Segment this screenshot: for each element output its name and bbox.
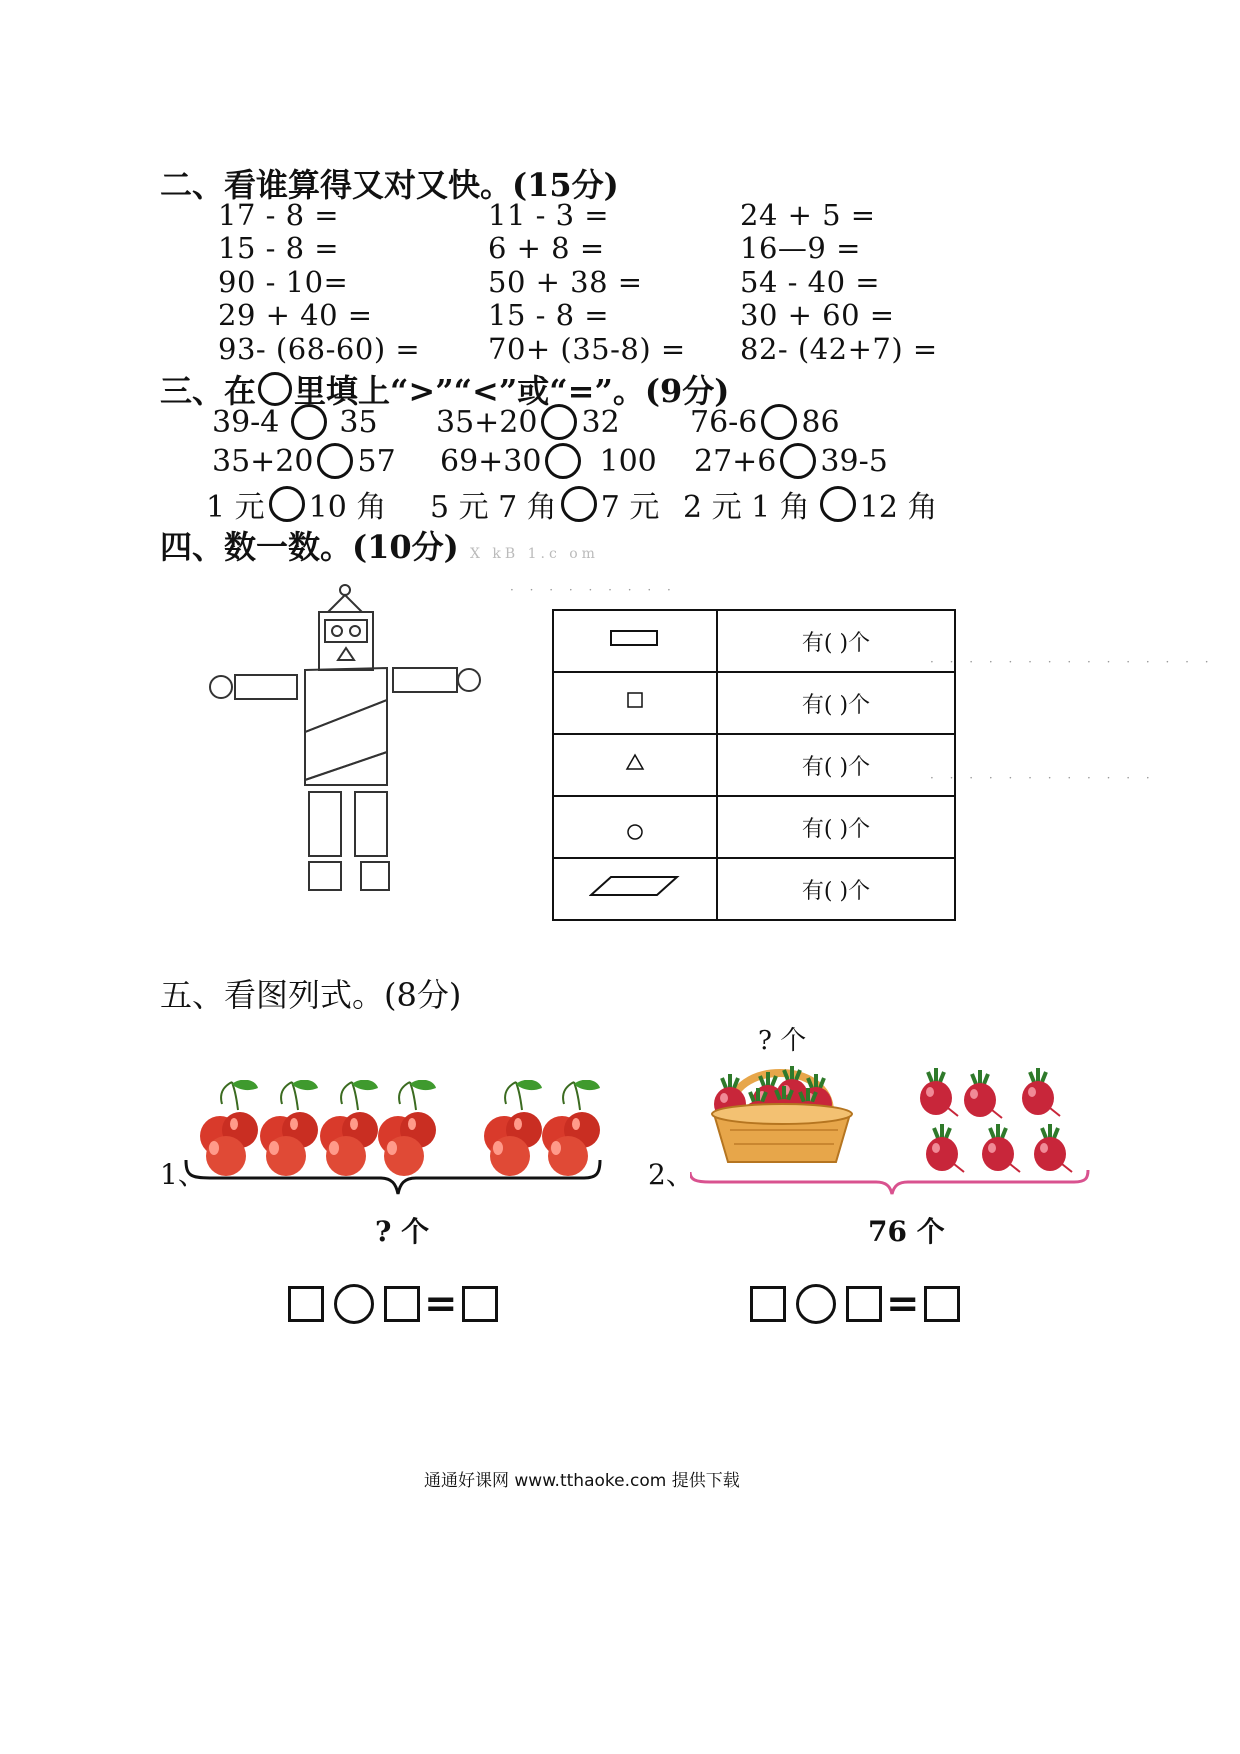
compare-left: 5 元 7 角 (430, 490, 557, 525)
compare-right: 57 (357, 443, 396, 479)
radish (982, 1124, 1020, 1172)
equals-sign: = (886, 1280, 920, 1327)
count-row (553, 796, 955, 858)
compare-right: 86 (801, 404, 840, 440)
section-2-title: 二、看谁算得又对又快。(15分) (160, 166, 619, 204)
compare-left: 39-4 (212, 404, 280, 440)
problem-1-number: 1、 (160, 1158, 206, 1191)
calc-3-3: 54 - 40 = (740, 265, 881, 299)
robot-arm-left (235, 675, 297, 699)
cherry-bunch (200, 1080, 258, 1176)
compare-item (436, 404, 620, 440)
robot-eye-right (350, 626, 360, 636)
watermark-text: X kB 1.c om (469, 546, 599, 562)
answer-box[interactable] (846, 1286, 882, 1322)
problem-1-answer-row (288, 1280, 498, 1327)
compare-right: 7 元 (600, 490, 660, 525)
compare-left: 1 元 (206, 490, 265, 525)
compare-right: 10 角 (308, 490, 387, 525)
cherries-illustration (180, 1080, 620, 1200)
calc-1-2: 11 - 3 = (488, 198, 610, 232)
count-row (553, 858, 955, 920)
radish (1034, 1124, 1072, 1172)
calc-2-1: 15 - 8 = (218, 231, 340, 265)
robot-foot-left (309, 862, 341, 890)
problem-2-number: 2、 (648, 1158, 694, 1191)
compare-circle-blank[interactable] (545, 443, 581, 479)
compare-circle-blank[interactable] (780, 443, 816, 479)
calc-1-3: 24 + 5 = (740, 198, 876, 232)
compare-item (683, 482, 938, 526)
radish (1022, 1068, 1060, 1116)
compare-item (212, 443, 396, 479)
compare-right: 35 (339, 404, 378, 440)
triangle-icon-cell (553, 734, 717, 796)
count-answer-label: 有( )个 (801, 878, 871, 904)
count-row (553, 672, 955, 734)
parallelogram-icon (589, 874, 681, 898)
compare-item (440, 443, 657, 479)
robot-body-middle (305, 700, 387, 780)
triangle-icon (624, 752, 646, 772)
brace-icon (690, 1170, 1088, 1194)
count-row (553, 734, 955, 796)
compare-right: 100 (599, 443, 657, 479)
compare-circle-blank[interactable] (820, 486, 856, 522)
count-table (552, 609, 956, 921)
count-answer[interactable] (717, 796, 955, 858)
square-icon (625, 690, 645, 710)
section-3-title-b: 里填上“>”“<”或“=”。(9分) (294, 372, 730, 410)
square-icon-cell (553, 672, 717, 734)
robot-leg-right (355, 792, 387, 856)
compare-item (690, 404, 840, 440)
compare-item (694, 443, 888, 479)
calc-5-2: 70+ (35-8) = (488, 332, 686, 366)
calc-4-2: 15 - 8 = (488, 298, 610, 332)
cherry-bunch (484, 1080, 542, 1176)
radish (964, 1070, 1002, 1118)
calc-2-3: 16—9 = (740, 231, 861, 265)
compare-left: 35+20 (436, 404, 538, 440)
cherry-bunch (378, 1080, 436, 1176)
circle-icon-cell (553, 796, 717, 858)
answer-box[interactable] (924, 1286, 960, 1322)
count-answer[interactable] (717, 610, 955, 672)
parallelogram-icon-cell (553, 858, 717, 920)
robot-hand-right (458, 669, 480, 691)
compare-circle-blank[interactable] (317, 443, 353, 479)
robot-body-bottom (305, 752, 387, 785)
robot-hand-left (210, 676, 232, 698)
problem-1-caption: ? 个 (375, 1215, 430, 1248)
count-answer-label: 有( )个 (801, 816, 871, 842)
robot-hat-circle (340, 585, 350, 595)
radish-illustration (690, 1050, 1100, 1200)
answer-box[interactable] (462, 1286, 498, 1322)
calc-2-2: 6 + 8 = (488, 231, 605, 265)
compare-circle-blank[interactable] (561, 486, 597, 522)
footer-text: 通通好课网 www.tthaoke.com 提供下载 (424, 1471, 740, 1491)
section-4-title (160, 522, 599, 568)
calc-4-3: 30 + 60 = (740, 298, 895, 332)
compare-left: 76-6 (690, 404, 758, 440)
calc-1-1: 17 - 8 = (218, 198, 340, 232)
compare-left: 35+20 (212, 443, 314, 479)
cherry-bunch (542, 1080, 600, 1176)
robot-arm-right (393, 668, 457, 692)
compare-circle-blank[interactable] (761, 404, 797, 440)
calc-4-1: 29 + 40 = (218, 298, 373, 332)
compare-circle-blank[interactable] (541, 404, 577, 440)
robot-leg-left (309, 792, 341, 856)
robot-figure (195, 580, 495, 900)
section-3-title-a: 三、在 (160, 372, 257, 410)
count-answer[interactable] (717, 858, 955, 920)
radish (920, 1068, 958, 1116)
compare-left: 69+30 (440, 443, 542, 479)
count-answer-label: 有( )个 (801, 692, 871, 718)
count-answer-label: 有( )个 (801, 630, 871, 656)
rectangle-icon (609, 628, 661, 648)
count-row (553, 610, 955, 672)
cherry-bunch (260, 1080, 318, 1176)
compare-circle-blank[interactable] (269, 486, 305, 522)
problem-2-top-label: ? 个 (758, 1026, 807, 1056)
compare-left: 27+6 (694, 443, 777, 479)
compare-item (430, 482, 659, 526)
compare-left: 2 元 1 角 (683, 490, 810, 525)
calc-3-2: 50 + 38 = (488, 265, 643, 299)
calc-5-3: 82- (42+7) = (740, 332, 938, 366)
robot-mouth-triangle (338, 648, 354, 660)
problem-2-caption: 76 个 (868, 1215, 945, 1248)
section-4-title-text: 四、数一数。(10分) (160, 528, 459, 566)
count-answer[interactable] (717, 672, 955, 734)
operator-circle[interactable] (796, 1284, 836, 1324)
robot-hat-triangle (328, 595, 362, 612)
compare-right: 12 角 (859, 490, 938, 525)
robot-eye-left (332, 626, 342, 636)
operator-circle[interactable] (334, 1284, 374, 1324)
compare-right: 32 (581, 404, 620, 440)
radish (926, 1124, 964, 1172)
count-answer[interactable] (717, 734, 955, 796)
compare-item (212, 404, 378, 440)
calc-3-1: 90 - 10= (218, 265, 349, 299)
answer-box[interactable] (750, 1286, 786, 1322)
circle-icon (258, 372, 292, 406)
problem-2-answer-row (750, 1280, 960, 1327)
decor-dots: · · · · · · · · · · · · (930, 771, 1156, 785)
rectangle-icon-cell (553, 610, 717, 672)
compare-circle-blank[interactable] (291, 404, 327, 440)
circle-icon (624, 804, 646, 844)
decor-dots: · · · · · · · · · (510, 583, 677, 597)
count-answer-label: 有( )个 (801, 754, 871, 780)
compare-item (206, 482, 386, 526)
compare-right: 39-5 (820, 443, 888, 479)
cherry-bunch (320, 1080, 378, 1176)
section-5-title: 五、看图列式。(8分) (160, 976, 462, 1014)
equals-sign: = (424, 1280, 458, 1327)
robot-foot-right (361, 862, 389, 890)
decor-dots: · · · · · · · · · · · · · · · (930, 655, 1215, 669)
answer-box[interactable] (384, 1286, 420, 1322)
robot-body-top (305, 668, 387, 732)
calc-5-1: 93- (68-60) = (218, 332, 421, 366)
answer-box[interactable] (288, 1286, 324, 1322)
